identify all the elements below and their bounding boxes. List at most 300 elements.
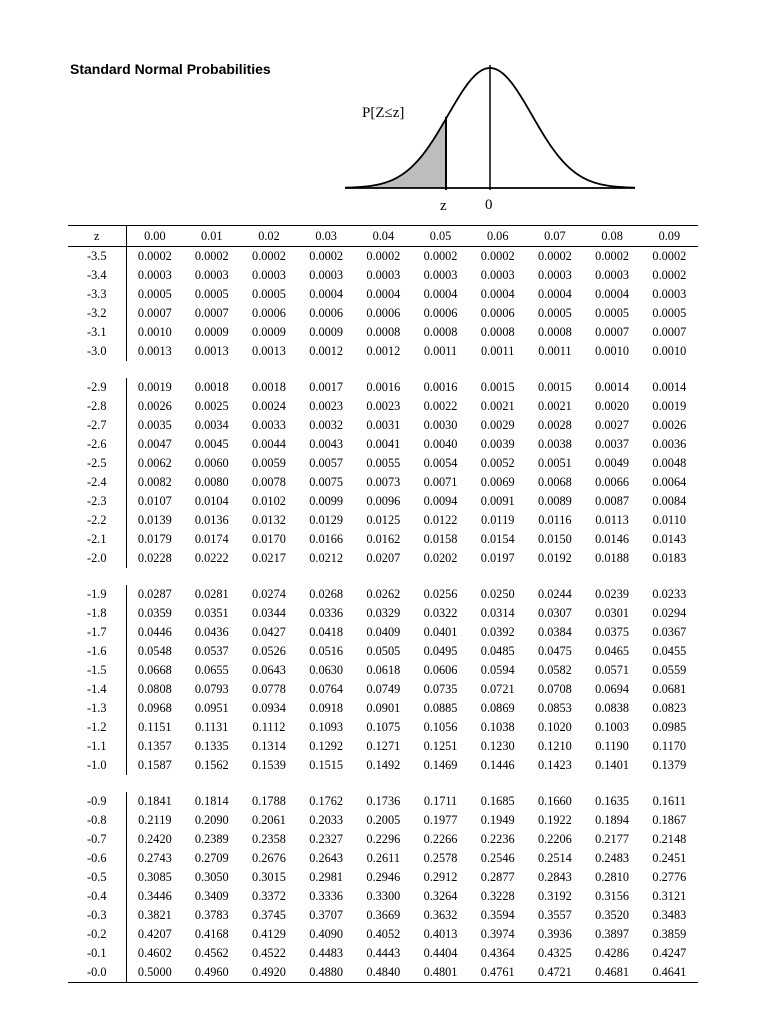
probability-cell: 0.0010 [595, 344, 629, 358]
probability-cell: 0.1271 [366, 739, 401, 753]
probability-cell: 0.1151 [126, 718, 183, 737]
probability-cell: 0.0401 [423, 625, 458, 639]
probability-cell: 0.0244 [537, 587, 572, 601]
probability-cell: 0.0418 [309, 625, 344, 639]
probability-cell: 0.0197 [480, 551, 515, 565]
probability-cell: 0.0007 [126, 304, 183, 323]
spacer-cell [298, 361, 355, 378]
probability-cell: 0.3192 [537, 889, 572, 903]
probability-cell: 0.0281 [194, 587, 229, 601]
probability-cell: 0.4090 [309, 927, 344, 941]
spacer-cell [68, 775, 126, 792]
probability-cell: 0.0023 [366, 399, 401, 413]
probability-cell: 0.0222 [194, 551, 229, 565]
probability-cell: 0.1841 [126, 792, 183, 811]
probability-cell: 0.4404 [423, 946, 458, 960]
spacer-cell [526, 775, 583, 792]
z-value-cell: -0.3 [87, 908, 107, 922]
spacer-cell [526, 361, 583, 378]
probability-cell: 0.4761 [469, 963, 526, 983]
probability-cell: 0.3121 [652, 889, 687, 903]
probability-cell: 0.0778 [252, 682, 286, 696]
table-row [68, 792, 698, 811]
z-table [68, 225, 698, 983]
probability-cell: 0.0040 [423, 437, 458, 451]
table-row [68, 718, 698, 737]
probability-cell: 0.0008 [423, 325, 458, 339]
probability-cell: 0.0002 [652, 268, 687, 282]
spacer-cell [469, 361, 526, 378]
probability-cell: 0.1711 [423, 794, 458, 808]
spacer-cell [298, 568, 355, 585]
probability-cell: 0.2514 [537, 851, 572, 865]
probability-cell: 0.0012 [309, 344, 344, 358]
spacer-cell [584, 361, 641, 378]
probability-cell: 0.0384 [537, 625, 572, 639]
probability-cell: 0.0062 [126, 454, 183, 473]
table-row [68, 811, 698, 830]
probability-cell: 0.0005 [595, 306, 629, 320]
probability-cell: 0.1379 [652, 758, 687, 772]
probability-cell: 0.1515 [309, 758, 344, 772]
z-value-cell: -3.0 [87, 344, 107, 358]
probability-cell: 0.0003 [652, 287, 687, 301]
probability-cell: 0.0294 [652, 606, 687, 620]
probability-cell: 0.0004 [423, 287, 458, 301]
probability-cell: 0.0084 [652, 494, 687, 508]
probability-cell: 0.0655 [194, 663, 229, 677]
z-value-cell: -1.6 [87, 644, 107, 658]
probability-cell: 0.1210 [537, 739, 572, 753]
probability-cell: 0.2611 [366, 851, 401, 865]
probability-cell: 0.2005 [366, 813, 401, 827]
probability-cell: 0.0571 [595, 663, 629, 677]
probability-cell: 0.0427 [252, 625, 286, 639]
probability-cell: 0.0250 [480, 587, 515, 601]
probability-cell: 0.4721 [526, 963, 583, 983]
probability-cell: 0.1112 [252, 720, 286, 734]
probability-cell: 0.1292 [309, 739, 344, 753]
z-value-cell: -1.7 [87, 625, 107, 639]
probability-cell: 0.0174 [194, 532, 229, 546]
probability-cell: 0.0008 [366, 325, 401, 339]
table-row [68, 511, 698, 530]
probability-cell: 0.0047 [126, 435, 183, 454]
probability-cell: 0.2981 [309, 870, 344, 884]
probability-cell: 0.2420 [126, 830, 183, 849]
probability-cell: 0.0008 [480, 325, 515, 339]
probability-cell: 0.0548 [126, 642, 183, 661]
z-value-cell: -2.8 [87, 399, 107, 413]
probability-cell: 0.0158 [423, 532, 458, 546]
probability-cell: 0.1251 [423, 739, 458, 753]
probability-cell: 0.0559 [652, 663, 687, 677]
probability-cell: 0.1423 [537, 758, 572, 772]
probability-cell: 0.3594 [480, 908, 515, 922]
probability-cell: 0.0018 [194, 380, 229, 394]
spacer-cell [240, 568, 297, 585]
probability-cell: 0.4920 [240, 963, 297, 983]
z-value-cell: -3.2 [87, 306, 107, 320]
probability-cell: 0.0918 [309, 701, 344, 715]
probability-cell: 0.0011 [481, 344, 515, 358]
probability-cell: 0.0013 [194, 344, 229, 358]
probability-cell: 0.0119 [481, 513, 515, 527]
spacer-cell [412, 361, 469, 378]
z-value-cell: -3.3 [87, 287, 107, 301]
probability-cell: 0.0006 [252, 306, 286, 320]
probability-cell: 0.0094 [423, 494, 458, 508]
probability-cell: 0.0301 [595, 606, 629, 620]
spacer-cell [68, 361, 126, 378]
probability-cell: 0.0885 [423, 701, 458, 715]
spacer-cell [412, 775, 469, 792]
probability-cell: 0.4641 [641, 963, 698, 983]
probability-cell: 0.0069 [480, 475, 515, 489]
probability-cell: 0.0003 [126, 266, 183, 285]
probability-cell: 0.0010 [652, 344, 687, 358]
group-spacer [68, 568, 698, 585]
z-value-cell: -1.8 [87, 606, 107, 620]
probability-cell: 0.0014 [652, 380, 687, 394]
table-row [68, 435, 698, 454]
probability-cell: 0.2236 [480, 832, 515, 846]
z-value-cell: -2.3 [87, 494, 107, 508]
probability-cell: 0.0004 [480, 287, 515, 301]
probability-cell: 0.0016 [366, 380, 401, 394]
header-col: 0.06 [469, 226, 526, 247]
zero-label: 0 [485, 197, 493, 213]
probability-cell: 0.2877 [480, 870, 515, 884]
probability-cell: 0.0008 [537, 325, 572, 339]
spacer-cell [298, 775, 355, 792]
probability-cell: 0.4960 [183, 963, 240, 983]
probability-cell: 0.1003 [595, 720, 629, 734]
probability-cell: 0.0132 [252, 513, 286, 527]
spacer-cell [641, 775, 698, 792]
probability-cell: 0.3632 [423, 908, 458, 922]
table-row [68, 906, 698, 925]
probability-cell: 0.1492 [366, 758, 401, 772]
probability-cell: 0.0018 [252, 380, 286, 394]
probability-cell: 0.0681 [652, 682, 687, 696]
probability-cell: 0.1611 [652, 794, 687, 808]
probability-cell: 0.2206 [537, 832, 572, 846]
probability-cell: 0.1314 [252, 739, 286, 753]
probability-cell: 0.0217 [252, 551, 286, 565]
probability-cell: 0.1685 [480, 794, 515, 808]
probability-cell: 0.1469 [423, 758, 458, 772]
probability-cell: 0.3783 [194, 908, 229, 922]
probability-cell: 0.0052 [480, 456, 515, 470]
table-row [68, 323, 698, 342]
z-value-cell: -0.0 [68, 963, 126, 983]
probability-cell: 0.0002 [480, 249, 515, 263]
probability-cell: 0.0344 [252, 606, 286, 620]
probability-cell: 0.1814 [194, 794, 229, 808]
z-value-cell: -0.6 [87, 851, 107, 865]
probability-cell: 0.3520 [595, 908, 629, 922]
probability-cell: 0.0002 [595, 249, 629, 263]
probability-cell: 0.4562 [194, 946, 229, 960]
probability-cell: 0.0823 [652, 701, 687, 715]
probability-cell: 0.1170 [652, 739, 687, 753]
probability-cell: 0.0025 [194, 399, 229, 413]
probability-cell: 0.0104 [194, 494, 229, 508]
probability-cell: 0.4602 [126, 944, 183, 963]
probability-cell: 0.2033 [309, 813, 344, 827]
probability-cell: 0.0392 [480, 625, 515, 639]
z-value-cell: -1.4 [87, 682, 107, 696]
probability-cell: 0.0064 [652, 475, 687, 489]
table-row [68, 887, 698, 906]
spacer-cell [641, 568, 698, 585]
header-row [68, 226, 698, 247]
spacer-cell [469, 775, 526, 792]
z-label: z [440, 198, 447, 214]
probability-cell: 0.2119 [126, 811, 183, 830]
probability-cell: 0.0329 [366, 606, 401, 620]
probability-cell: 0.0537 [194, 644, 229, 658]
probability-cell: 0.0009 [309, 325, 344, 339]
probability-cell: 0.0009 [252, 325, 286, 339]
probability-cell: 0.1075 [366, 720, 401, 734]
probability-cell: 0.0005 [126, 285, 183, 304]
probability-cell: 0.2296 [366, 832, 401, 846]
probability-cell: 0.3264 [423, 889, 458, 903]
probability-cell: 0.0336 [309, 606, 344, 620]
probability-cell: 0.1131 [195, 720, 229, 734]
probability-cell: 0.4801 [412, 963, 469, 983]
probability-cell: 0.0030 [423, 418, 458, 432]
table-row [68, 642, 698, 661]
probability-cell: 0.1020 [537, 720, 572, 734]
probability-cell: 0.0110 [652, 513, 687, 527]
probability-cell: 0.0099 [309, 494, 344, 508]
probability-cell: 0.0359 [126, 604, 183, 623]
probability-cell: 0.0154 [480, 532, 515, 546]
probability-cell: 0.0045 [194, 437, 229, 451]
probability-cell: 0.4522 [252, 946, 286, 960]
z-value-cell: -1.5 [87, 663, 107, 677]
probability-cell: 0.0026 [652, 418, 687, 432]
table-row [68, 530, 698, 549]
table-row [68, 830, 698, 849]
probability-cell: 0.0002 [252, 249, 286, 263]
probability-cell: 0.0082 [126, 473, 183, 492]
probability-cell: 0.1056 [423, 720, 458, 734]
z-value-cell: -0.1 [87, 946, 107, 960]
header-col: 0.01 [183, 226, 240, 247]
probability-cell: 0.2912 [423, 870, 458, 884]
probability-cell: 0.0268 [309, 587, 344, 601]
probability-cell: 0.0044 [252, 437, 286, 451]
probability-cell: 0.0034 [194, 418, 229, 432]
probability-cell: 0.0015 [480, 380, 515, 394]
probability-cell: 0.0019 [652, 399, 687, 413]
probability-cell: 0.1660 [537, 794, 572, 808]
probability-cell: 0.1335 [194, 739, 229, 753]
z-value-cell: -1.1 [87, 739, 107, 753]
probability-cell: 0.0256 [423, 587, 458, 601]
probability-cell: 0.3050 [194, 870, 229, 884]
spacer-cell [469, 568, 526, 585]
probability-cell: 0.2358 [252, 832, 286, 846]
probability-cell: 0.0162 [366, 532, 401, 546]
probability-cell: 0.3821 [126, 906, 183, 925]
probability-cell: 0.0013 [252, 344, 286, 358]
table-row [68, 492, 698, 511]
probability-cell: 0.1587 [126, 756, 183, 775]
spacer-cell [240, 361, 297, 378]
table-row [68, 680, 698, 699]
probability-cell: 0.3372 [252, 889, 286, 903]
probability-cell: 0.0003 [480, 268, 515, 282]
probability-cell: 0.0026 [126, 397, 183, 416]
probability-cell: 0.0749 [366, 682, 401, 696]
probability-cell: 0.0006 [309, 306, 344, 320]
probability-cell: 0.4443 [366, 946, 401, 960]
probability-cell: 0.0192 [537, 551, 572, 565]
probability-cell: 0.0003 [537, 268, 572, 282]
probability-cell: 0.0002 [537, 249, 572, 263]
spacer-cell [526, 568, 583, 585]
probability-cell: 0.3897 [595, 927, 629, 941]
probability-cell: 0.0002 [423, 249, 458, 263]
probability-cell: 0.0436 [194, 625, 229, 639]
table-row [68, 699, 698, 718]
z-value-cell: -0.4 [87, 889, 107, 903]
z-value-cell: -2.9 [87, 380, 107, 394]
probability-cell: 0.3446 [126, 887, 183, 906]
probability-cell: 0.0643 [252, 663, 286, 677]
probability-cell: 0.4129 [252, 927, 286, 941]
probability-cell: 0.0409 [366, 625, 401, 639]
probability-cell: 0.0016 [423, 380, 458, 394]
table-row [68, 285, 698, 304]
probability-cell: 0.0446 [126, 623, 183, 642]
probability-cell: 0.0080 [194, 475, 229, 489]
probability-cell: 0.3745 [252, 908, 286, 922]
probability-cell: 0.1635 [595, 794, 629, 808]
probability-cell: 0.0020 [595, 399, 629, 413]
probability-cell: 0.2776 [652, 870, 687, 884]
probability-cell: 0.3707 [309, 908, 344, 922]
probability-cell: 0.1867 [652, 813, 687, 827]
probability-cell: 0.4681 [584, 963, 641, 983]
probability-cell: 0.0721 [480, 682, 515, 696]
probability-cell: 0.2843 [537, 870, 572, 884]
probability-cell: 0.0694 [595, 682, 629, 696]
spacer-cell [355, 568, 412, 585]
probability-cell: 0.0027 [595, 418, 629, 432]
probability-cell: 0.2327 [309, 832, 344, 846]
probability-cell: 0.2148 [652, 832, 687, 846]
probability-cell: 0.0951 [194, 701, 229, 715]
probability-cell: 0.2090 [194, 813, 229, 827]
probability-cell: 0.0606 [423, 663, 458, 677]
spacer-cell [183, 568, 240, 585]
probability-cell: 0.0808 [126, 680, 183, 699]
probability-cell: 0.0183 [652, 551, 687, 565]
header-z: z [68, 226, 126, 247]
probability-cell: 0.0007 [595, 325, 629, 339]
probability-cell: 0.0630 [309, 663, 344, 677]
probability-cell: 0.4168 [194, 927, 229, 941]
probability-cell: 0.0838 [595, 701, 629, 715]
page-title: Standard Normal Probabilities [70, 61, 271, 77]
probability-cell: 0.1190 [595, 739, 629, 753]
probability-cell: 0.0007 [652, 325, 687, 339]
z-value-cell: -2.6 [87, 437, 107, 451]
probability-cell: 0.3336 [309, 889, 344, 903]
probability-cell: 0.4247 [652, 946, 687, 960]
spacer-cell [355, 775, 412, 792]
z-value-cell: -0.9 [87, 794, 107, 808]
table-row [68, 549, 698, 568]
probability-cell: 0.0005 [252, 287, 286, 301]
probability-cell: 0.0934 [252, 701, 286, 715]
probability-cell: 0.0274 [252, 587, 286, 601]
probability-cell: 0.5000 [126, 963, 183, 983]
probability-cell: 0.4325 [537, 946, 572, 960]
probability-cell: 0.0139 [126, 511, 183, 530]
probability-cell: 0.0038 [537, 437, 572, 451]
probability-cell: 0.3300 [366, 889, 401, 903]
probability-cell: 0.4483 [309, 946, 344, 960]
header-col: 0.00 [126, 226, 183, 247]
probability-cell: 0.0024 [252, 399, 286, 413]
probability-cell: 0.0322 [423, 606, 458, 620]
probability-cell: 0.0207 [366, 551, 401, 565]
probability-cell: 0.0102 [252, 494, 286, 508]
probability-cell: 0.0011 [538, 344, 572, 358]
probability-cell: 0.0107 [126, 492, 183, 511]
probability-cell: 0.4880 [298, 963, 355, 983]
probability-cell: 0.1038 [480, 720, 515, 734]
probability-cell: 0.0002 [652, 249, 687, 263]
table-row [68, 661, 698, 680]
probability-cell: 0.0006 [366, 306, 401, 320]
probability-cell: 0.0005 [537, 306, 572, 320]
probability-cell: 0.0125 [366, 513, 401, 527]
probability-cell: 0.0091 [480, 494, 515, 508]
probability-cell: 0.3015 [252, 870, 286, 884]
header-col: 0.05 [412, 226, 469, 247]
probability-cell: 0.0096 [366, 494, 401, 508]
table-row [68, 737, 698, 756]
probability-cell: 0.2483 [595, 851, 629, 865]
probability-cell: 0.0003 [194, 268, 229, 282]
probability-cell: 0.0901 [366, 701, 401, 715]
probability-cell: 0.0007 [194, 306, 229, 320]
probability-cell: 0.0004 [595, 287, 629, 301]
probability-cell: 0.1788 [252, 794, 286, 808]
probability-cell: 0.0202 [423, 551, 458, 565]
z-value-cell: -3.4 [87, 268, 107, 282]
normal-curve-figure [340, 60, 640, 220]
probability-cell: 0.0006 [480, 306, 515, 320]
z-value-cell: -2.1 [87, 532, 107, 546]
probability-cell: 0.4013 [423, 927, 458, 941]
z-value-cell: -2.4 [87, 475, 107, 489]
z-value-cell: -0.7 [87, 832, 107, 846]
probability-cell: 0.0017 [309, 380, 344, 394]
probability-cell: 0.4286 [595, 946, 629, 960]
probability-cell: 0.0014 [595, 380, 629, 394]
probability-cell: 0.0003 [595, 268, 629, 282]
spacer-cell [183, 775, 240, 792]
